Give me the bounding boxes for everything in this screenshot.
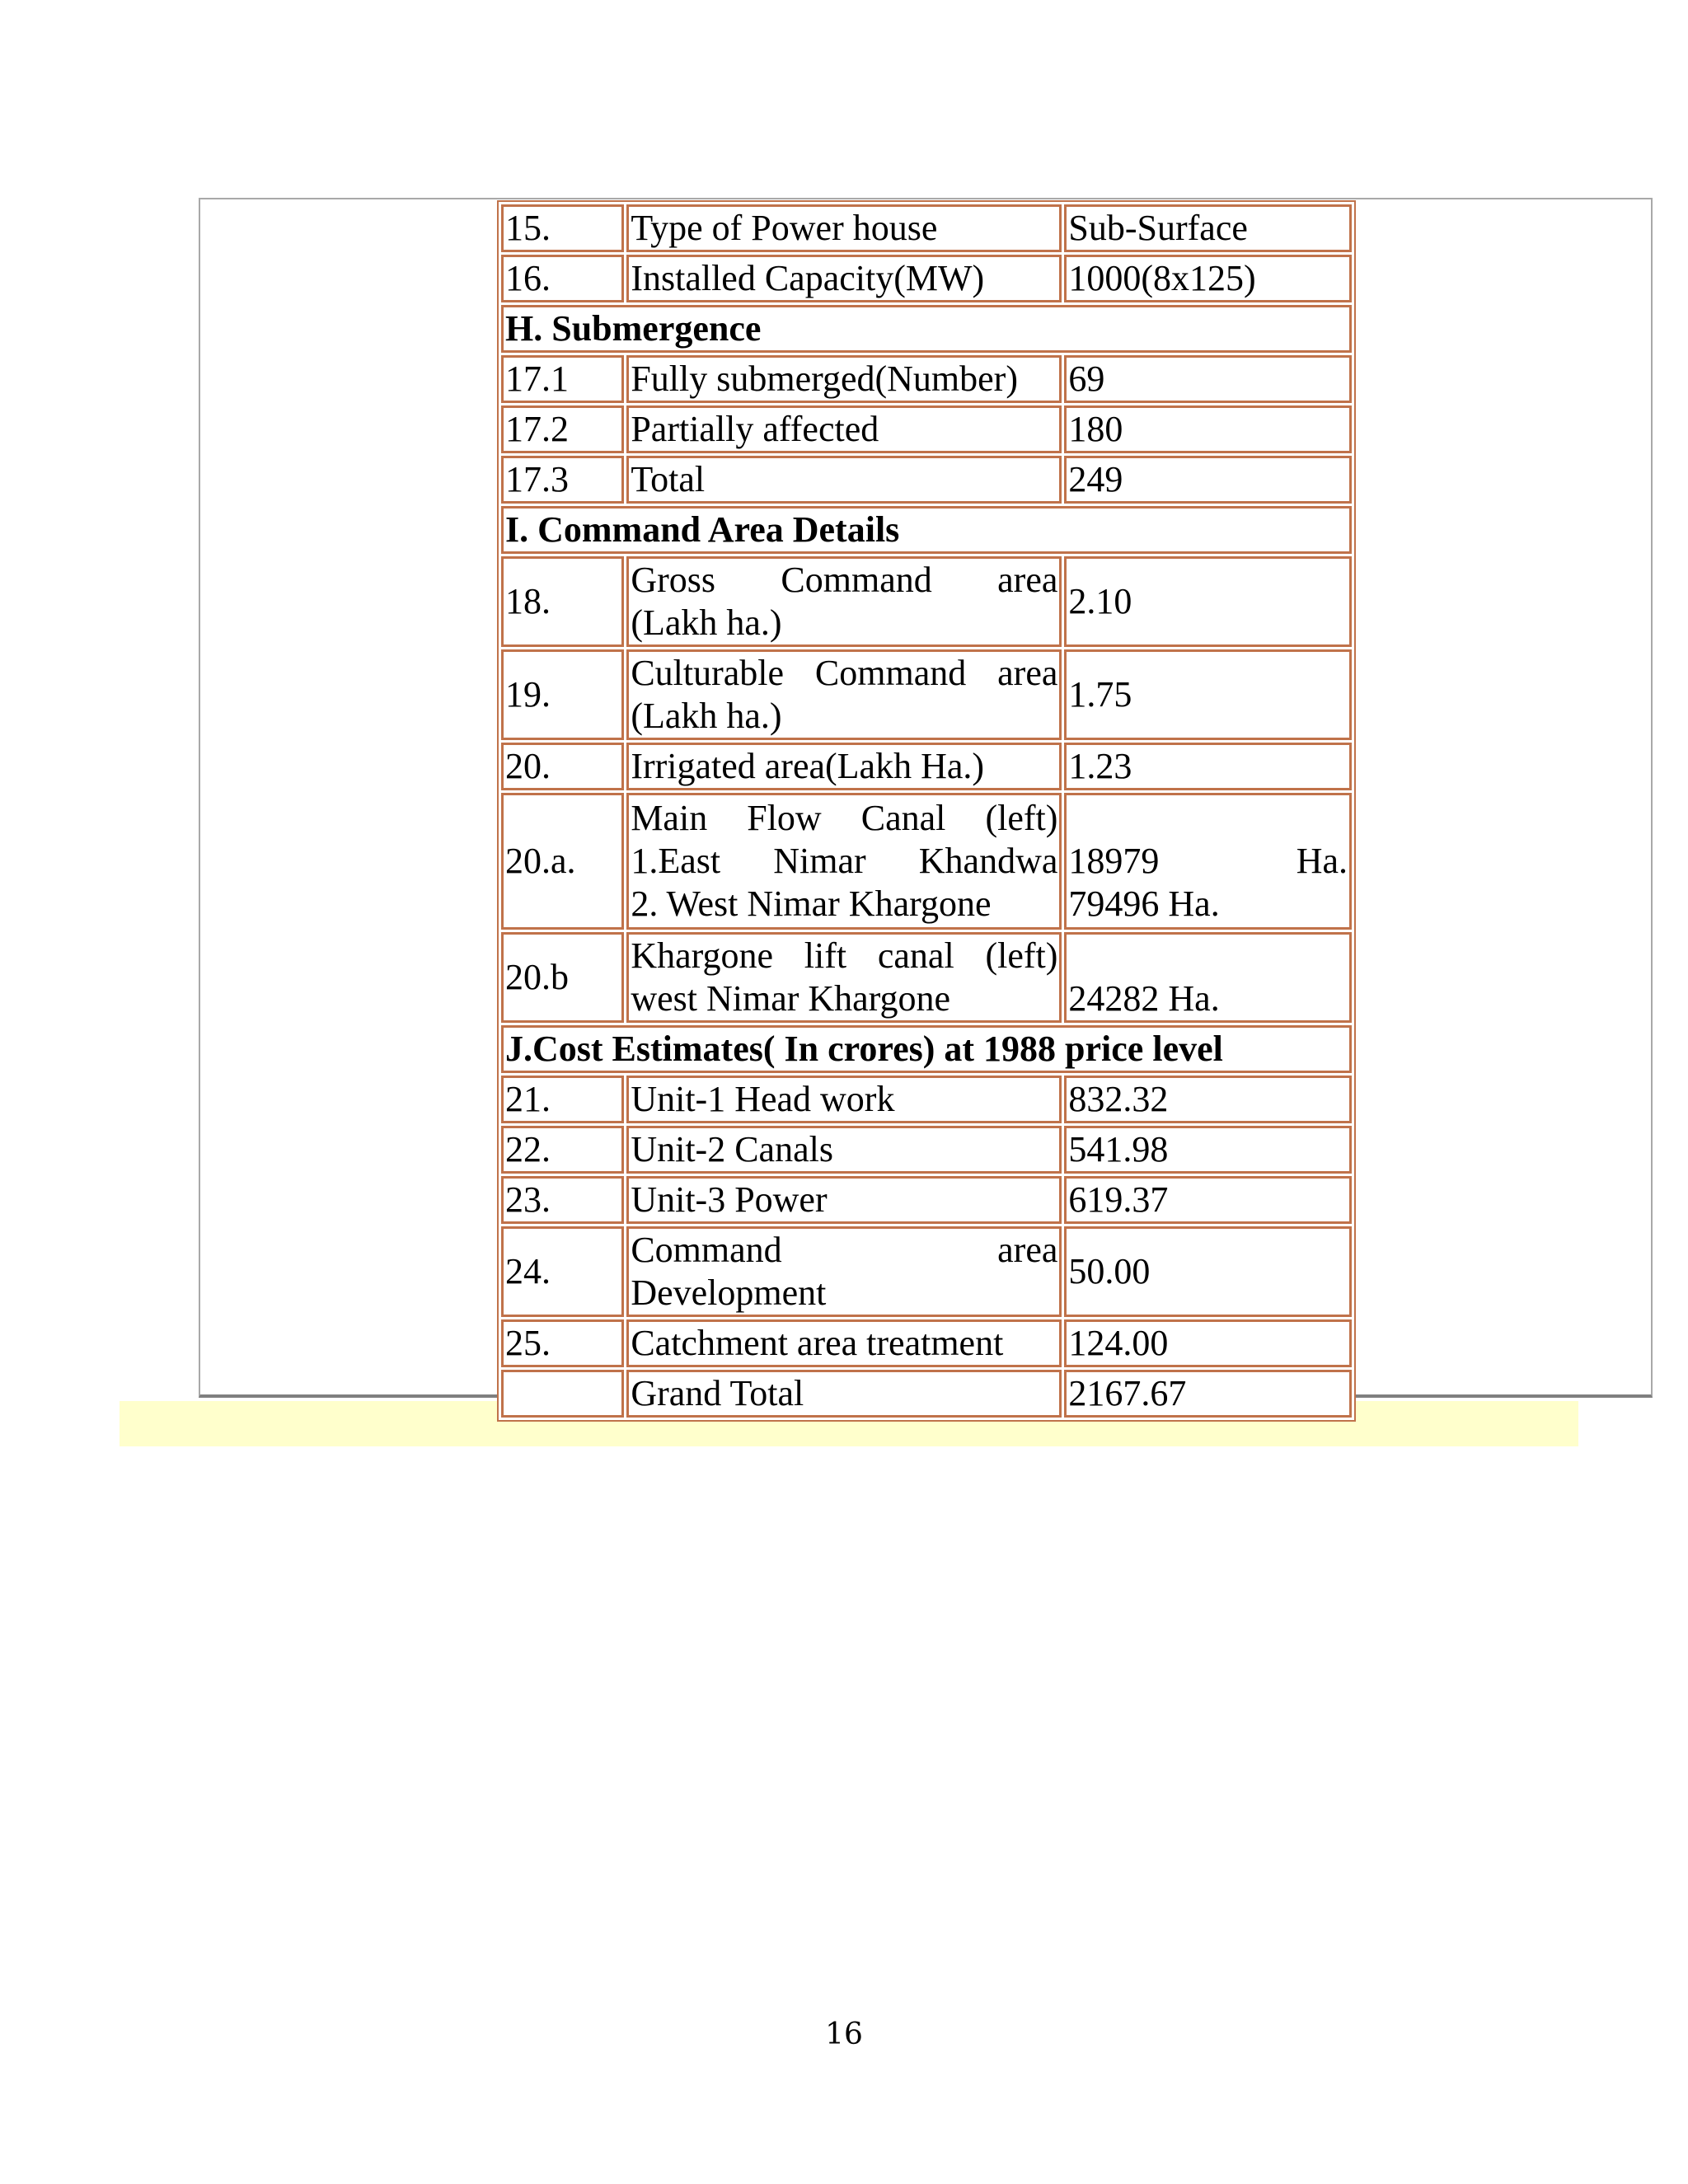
table-row (501, 456, 1352, 504)
row-item-line: (Lakh ha.) (631, 602, 782, 643)
row-item-line: 2. West Nimar Khargone (631, 883, 992, 924)
row-item: Catchment area treatment (626, 1319, 1062, 1367)
row-number: 15. (501, 204, 624, 252)
table-row (501, 556, 1352, 647)
section-header-row (501, 305, 1352, 353)
row-value (1064, 793, 1352, 930)
row-item-line: 1.East Nimar Khandwa (631, 841, 1058, 881)
row-number (501, 1370, 624, 1418)
section-header-row (501, 506, 1352, 554)
row-item-line: west Nimar Khargone (631, 978, 951, 1019)
row-item: Type of Power house (626, 204, 1062, 252)
row-value: 2167.67 (1064, 1370, 1352, 1418)
row-value: 1.23 (1064, 743, 1352, 790)
page-number: 16 (825, 2018, 863, 2051)
table-row (501, 793, 1352, 930)
row-item: Fully submerged(Number) (626, 355, 1062, 403)
row-value: 619.37 (1064, 1176, 1352, 1224)
row-item-line: Khargone lift canal (left) (631, 935, 1058, 976)
table-row (501, 932, 1352, 1023)
row-number: 20. (501, 743, 624, 790)
row-value: 1.75 (1064, 649, 1352, 740)
table-row (501, 649, 1352, 740)
row-item-line: Command area (631, 1230, 1058, 1270)
row-value: 50.00 (1064, 1226, 1352, 1317)
row-value: 2.10 (1064, 556, 1352, 647)
project-details-table (497, 200, 1356, 1422)
table-row (501, 1226, 1352, 1317)
row-number: 25. (501, 1319, 624, 1367)
row-value: 541.98 (1064, 1126, 1352, 1174)
row-item: Partially affected (626, 405, 1062, 453)
row-item: Irrigated area(Lakh Ha.) (626, 743, 1062, 790)
row-number: 16. (501, 255, 624, 302)
row-value: 180 (1064, 405, 1352, 453)
table-row (501, 204, 1352, 252)
row-value: 124.00 (1064, 1319, 1352, 1367)
table-row (501, 743, 1352, 790)
table-row (501, 405, 1352, 453)
section-header: J.Cost Estimates( In crores) at 1988 price level (501, 1025, 1352, 1073)
row-item-line: Main Flow Canal (left) (631, 798, 1058, 838)
row-item-line: Development (631, 1272, 827, 1313)
spacer (1068, 797, 1348, 840)
row-value-line: 79496 Ha. (1068, 883, 1220, 924)
row-value-line: 18979 Ha. (1068, 841, 1348, 881)
section-header: I. Command Area Details (501, 506, 1352, 554)
row-item (626, 932, 1062, 1023)
row-number: 17.1 (501, 355, 624, 403)
row-number: 21. (501, 1076, 624, 1123)
row-item: Installed Capacity(MW) (626, 255, 1062, 302)
row-number: 20.a. (501, 793, 624, 930)
section-header: H. Submergence (501, 305, 1352, 353)
table-row (501, 1176, 1352, 1224)
row-item (626, 793, 1062, 930)
table-row (501, 1076, 1352, 1123)
row-item-line: (Lakh ha.) (631, 696, 782, 736)
row-number: 19. (501, 649, 624, 740)
row-value: 832.32 (1064, 1076, 1352, 1123)
row-item (626, 649, 1062, 740)
grand-total-row (501, 1370, 1352, 1418)
row-item: Total (626, 456, 1062, 504)
row-item: Unit-2 Canals (626, 1126, 1062, 1174)
table-row (501, 255, 1352, 302)
row-item-line: Gross Command area (631, 560, 1058, 600)
row-number: 17.3 (501, 456, 624, 504)
row-number: 24. (501, 1226, 624, 1317)
row-number: 17.2 (501, 405, 624, 453)
row-item (626, 1226, 1062, 1317)
section-header-row (501, 1025, 1352, 1073)
table-row (501, 1319, 1352, 1367)
row-number: 23. (501, 1176, 624, 1224)
row-item: Grand Total (626, 1370, 1062, 1418)
row-item: Unit-3 Power (626, 1176, 1062, 1224)
row-item-line: Culturable Command area (631, 653, 1058, 693)
row-value: 249 (1064, 456, 1352, 504)
row-value: 1000(8x125) (1064, 255, 1352, 302)
table-row (501, 355, 1352, 403)
row-number: 18. (501, 556, 624, 647)
table-row (501, 1126, 1352, 1174)
row-number: 20.b (501, 932, 624, 1023)
row-value: 69 (1064, 355, 1352, 403)
row-item (626, 556, 1062, 647)
row-value: Sub-Surface (1064, 204, 1352, 252)
row-value: 24282 Ha. (1064, 932, 1352, 1023)
row-number: 22. (501, 1126, 624, 1174)
row-item: Unit-1 Head work (626, 1076, 1062, 1123)
